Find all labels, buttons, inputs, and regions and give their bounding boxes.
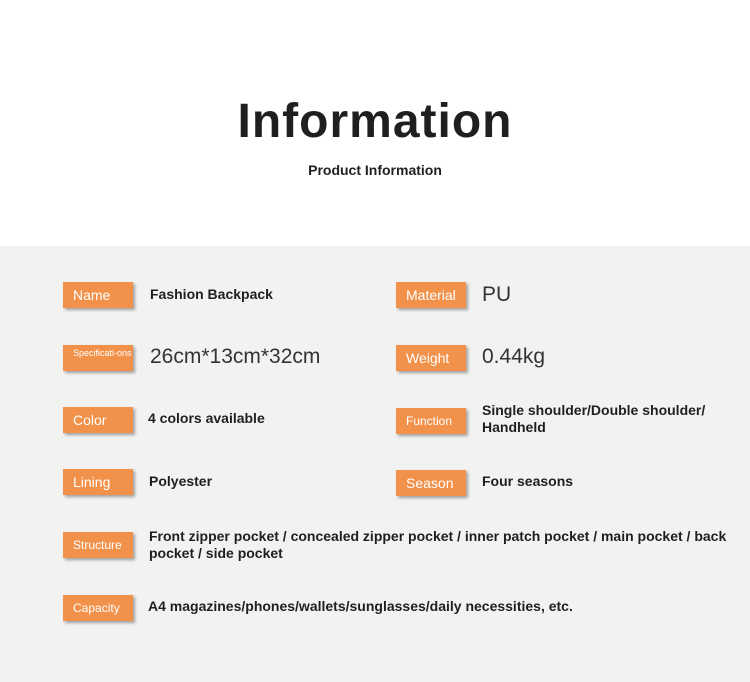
capacity-tag: Capacity — [63, 595, 133, 621]
name-value: Fashion Backpack — [150, 286, 273, 302]
lining-tag: Lining — [63, 469, 133, 495]
season-tag: Season — [396, 470, 466, 496]
color-tag: Color — [63, 407, 133, 433]
page-subtitle: Product Information — [308, 162, 442, 178]
specifications-value: 26cm*13cm*32cm — [150, 345, 321, 368]
header-section — [0, 0, 750, 246]
name-tag: Name — [63, 282, 133, 308]
specifications-tag: Specificati-ons — [63, 345, 133, 371]
material-tag: Material — [396, 282, 466, 308]
weight-value: 0.44kg — [482, 345, 546, 368]
function-value: Single shoulder/Double shoulder/ Handheld — [482, 402, 706, 435]
capacity-value: A4 magazines/phones/wallets/sunglasses/daily necessities, etc. — [148, 598, 573, 614]
material-value: PU — [482, 283, 512, 306]
function-tag: Function — [396, 408, 466, 434]
structure-value: Front zipper pocket / concealed zipper pocket / inner patch pocket / main pocket / back pocket / side pocket — [149, 528, 727, 561]
season-value: Four seasons — [482, 473, 574, 489]
lining-value: Polyester — [149, 473, 213, 489]
spec-panel — [0, 246, 750, 682]
page-title: Information — [237, 95, 513, 148]
structure-tag: Structure — [63, 532, 133, 558]
weight-tag: Weight — [396, 345, 466, 371]
color-value: 4 colors available — [148, 410, 265, 426]
